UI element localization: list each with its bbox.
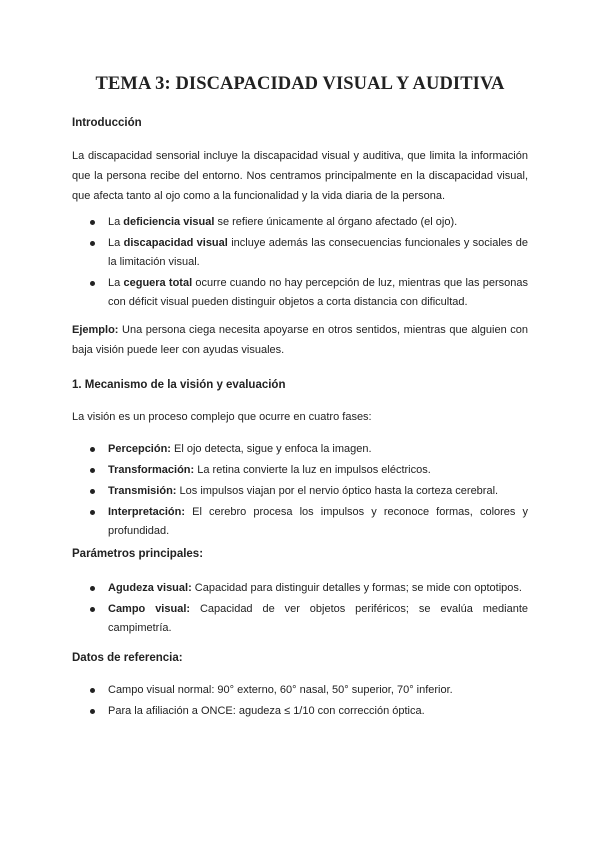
section1-paragraph: La visión es un proceso complejo que ocurre en cuatro fases: — [72, 411, 372, 423]
document-title: TEMA 3: DISCAPACIDAD VISUAL Y AUDITIVA — [95, 74, 505, 94]
parameters-heading: Parámetros principales: — [72, 548, 204, 560]
list-item: Transformación: La retina convierte la luz en impulsos eléctricos. — [72, 461, 528, 480]
example-label: Ejemplo: — [72, 324, 119, 336]
example-paragraph: Ejemplo: Una persona ciega necesita apoyarse en otros sentidos, mientras que alguien con baja visión puede leer con ayudas visuales. — [72, 324, 528, 356]
intro-bullet-list — [72, 213, 528, 314]
list-item: La deficiencia visual se refiere únicamente al órgano afectado (el ojo). — [72, 213, 528, 232]
list-item: Para la afiliación a ONCE: agudeza ≤ 1/10 con corrección óptica. — [72, 702, 528, 721]
list-item: Agudeza visual: Capacidad para distinguir detalles y formas; se mide con optotipos. — [72, 579, 528, 598]
intro-paragraph: La discapacidad sensorial incluye la discapacidad visual y auditiva, que limita la información que la persona recibe del entorno. Nos centramos principalmente en la discapacidad visual, que afecta tanto al ojo como a la funcionalidad y la vida diaria de la persona. — [72, 150, 528, 202]
reference-bullet-list — [72, 681, 528, 723]
list-item: Transmisión: Los impulsos viajan por el nervio óptico hasta la corteza cerebral. — [72, 482, 528, 501]
parameters-bullet-list — [72, 579, 528, 640]
phases-bullet-list — [72, 440, 528, 543]
list-item: Percepción: El ojo detecta, sigue y enfoca la imagen. — [72, 440, 528, 459]
reference-heading: Datos de referencia: — [72, 652, 183, 664]
list-item: Campo visual: Capacidad de ver objetos periféricos; se evalúa mediante campimetría. — [72, 600, 528, 638]
list-item: La discapacidad visual incluye además las consecuencias funcionales y sociales de la limitación visual. — [72, 234, 528, 272]
list-item: La ceguera total ocurre cuando no hay percepción de luz, mientras que las personas con déficit visual pueden distinguir objetos a corta distancia con dificultad. — [72, 274, 528, 312]
section1-heading: 1. Mecanismo de la visión y evaluación — [72, 379, 286, 391]
list-item: Interpretación: El cerebro procesa los impulsos y reconoce formas, colores y profundidad. — [72, 503, 528, 541]
list-item: Campo visual normal: 90° externo, 60° nasal, 50° superior, 70° inferior. — [72, 681, 528, 700]
intro-heading: Introducción — [72, 117, 142, 129]
